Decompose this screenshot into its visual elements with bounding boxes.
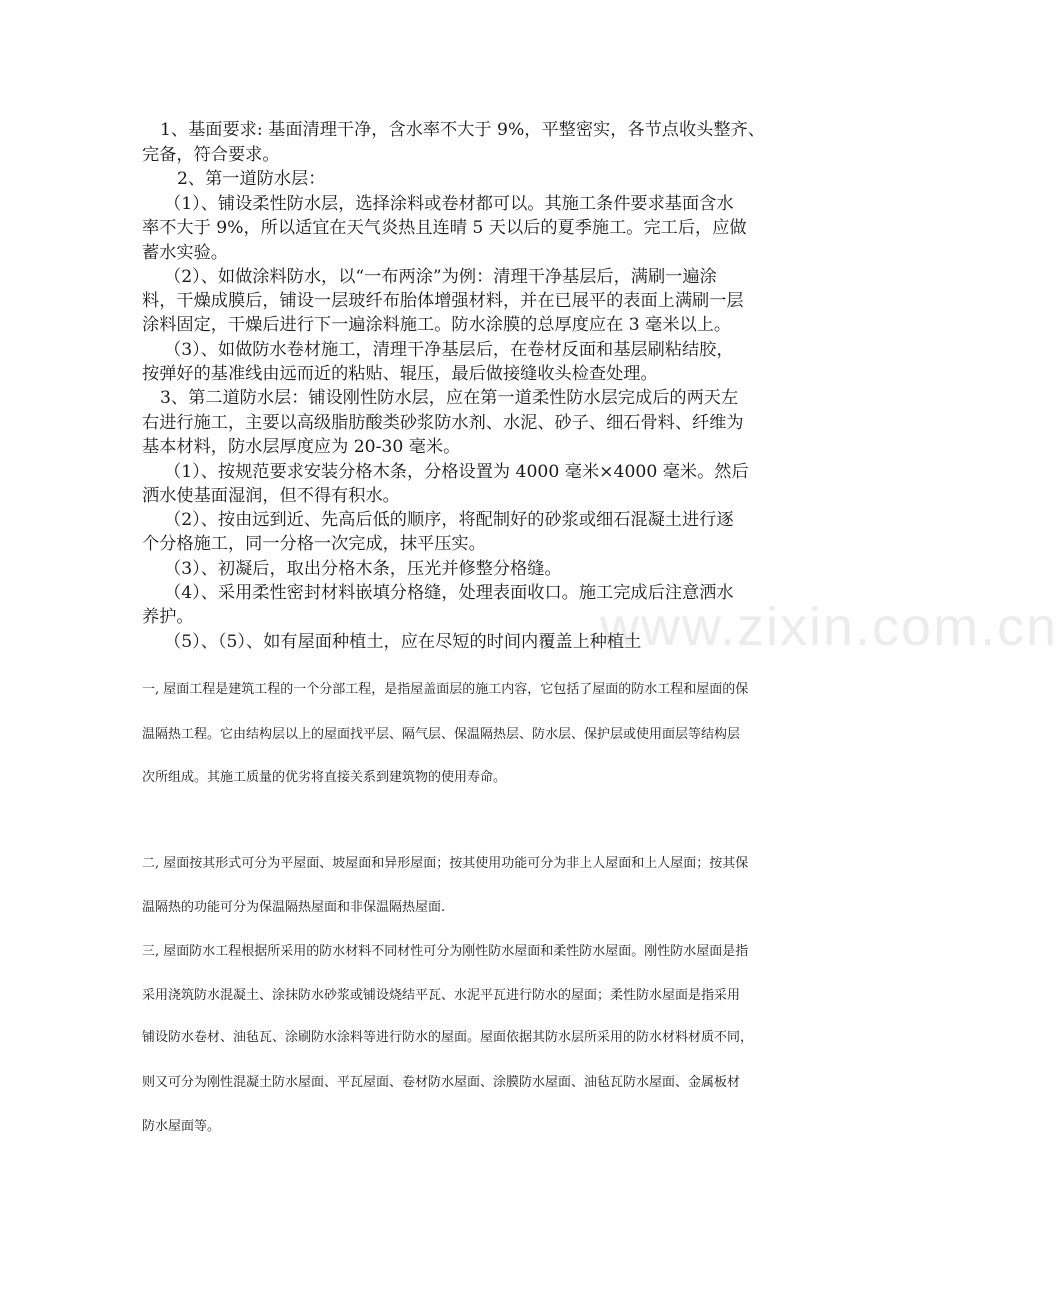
paragraph-line: 蓄水实验。 bbox=[142, 243, 228, 263]
paragraph-line: （1）、铺设柔性防水层，选择涂料或卷材都可以。其施工条件要求基面含水 bbox=[164, 194, 734, 214]
paragraph-line: 洒水使基面湿润，但不得有积水。 bbox=[142, 486, 400, 506]
paragraph-line: （4）、采用柔性密封材料嵌填分格缝，处理表面收口。施工完成后注意洒水 bbox=[164, 583, 734, 603]
paragraph-line: 完备，符合要求。 bbox=[142, 145, 280, 165]
paragraph-line: 二, 屋面按其形式可分为平屋面、坡屋面和异形屋面；按其使用功能可分为非上人屋面和上人屋面；按其保 bbox=[142, 856, 749, 871]
paragraph-line: 3、第二道防水层：铺设刚性防水层，应在第一道柔性防水层完成后的两天左 bbox=[160, 388, 739, 408]
paragraph-line: 则又可分为刚性混凝土防水屋面、平瓦屋面、卷材防水屋面、涂膜防水屋面、油毡瓦防水屋面、金属板材 bbox=[142, 1075, 741, 1090]
paragraph-line: 料，干燥成膜后，铺设一层玻纤布胎体增强材料，并在已展平的表面上满刷一层 bbox=[142, 291, 744, 311]
paragraph-line: 右进行施工，主要以高级脂肪酸类砂浆防水剂、水泥、砂子、细石骨料、纤维为 bbox=[142, 413, 744, 433]
paragraph-line: 基本材料，防水层厚度应为 20-30 毫米。 bbox=[142, 437, 461, 457]
paragraph-line: （1）、按规范要求安装分格木条，分格设置为 4000 毫米×4000 毫米。然后 bbox=[164, 462, 749, 482]
paragraph-line: 一, 屋面工程是建筑工程的一个分部工程，是指屋盖面层的施工内容，它包括了屋面的防水工程和屋面的保 bbox=[142, 682, 749, 697]
paragraph-line: 按弹好的基准线由远而近的粘贴、辊压，最后做接缝收头检查处理。 bbox=[142, 364, 658, 384]
paragraph-line: 防水屋面等。 bbox=[142, 1119, 221, 1134]
paragraph-line: （2）、按由远到近、先高后低的顺序，将配制好的砂浆或细石混凝土进行逐 bbox=[164, 510, 734, 530]
paragraph-line: 率不大于 9%，所以适宜在天气炎热且连晴 5 天以后的夏季施工。完工后，应做 bbox=[142, 218, 747, 238]
paragraph-line: 温隔热工程。它由结构层以上的屋面找平层、隔气层、保温隔热层、防水层、保护层或使用面层等结构层 bbox=[142, 727, 741, 742]
paragraph-line: 涂料固定，干燥后进行下一遍涂料施工。防水涂膜的总厚度应在 3 毫米以上。 bbox=[142, 315, 732, 335]
paragraph-line: 温隔热的功能可分为保温隔热屋面和非保温隔热屋面. bbox=[142, 900, 446, 915]
paragraph-line: 个分格施工，同一分格一次完成，抹平压实。 bbox=[142, 534, 486, 554]
paragraph-line: 铺设防水卷材、油毡瓦、涂刷防水涂料等进行防水的屋面。屋面依据其防水层所采用的防水材料材质不同， bbox=[142, 1030, 754, 1045]
paragraph-line: （5）、（5）、如有屋面种植土，应在尽短的时间内覆盖上种植土 bbox=[164, 632, 642, 652]
paragraph-line: 采用浇筑防水混凝土、涂抹防水砂浆或铺设烧结平瓦、水泥平瓦进行防水的屋面；柔性防水屋面是指采用 bbox=[142, 988, 741, 1003]
paragraph-line: 三, 屋面防水工程根据所采用的防水材料不同材性可分为刚性防水屋面和柔性防水屋面。刚性防水屋面是指 bbox=[142, 944, 749, 959]
paragraph-line: 次所组成。其施工质量的优劣将直接关系到建筑物的使用寿命。 bbox=[142, 770, 507, 785]
paragraph-line: 养护。 bbox=[142, 607, 194, 627]
paragraph-line: （3）、初凝后，取出分格木条，压光并修整分格缝。 bbox=[164, 559, 562, 579]
paragraph-line: （2）、如做涂料防水，以“一布两涂”为例：清理干净基层后，满刷一遍涂 bbox=[164, 267, 717, 287]
paragraph-line: （3）、如做防水卷材施工，清理干净基层后，在卷材反面和基层刷粘结胶， bbox=[164, 340, 734, 360]
paragraph-line: 2、第一道防水层： bbox=[177, 169, 326, 189]
paragraph-line: 1、基面要求: 基面清理干净，含水率不大于 9%，平整密实，各节点收头整齐、 bbox=[160, 120, 765, 140]
watermark: www.zixin.com.cn bbox=[600, 597, 1058, 657]
